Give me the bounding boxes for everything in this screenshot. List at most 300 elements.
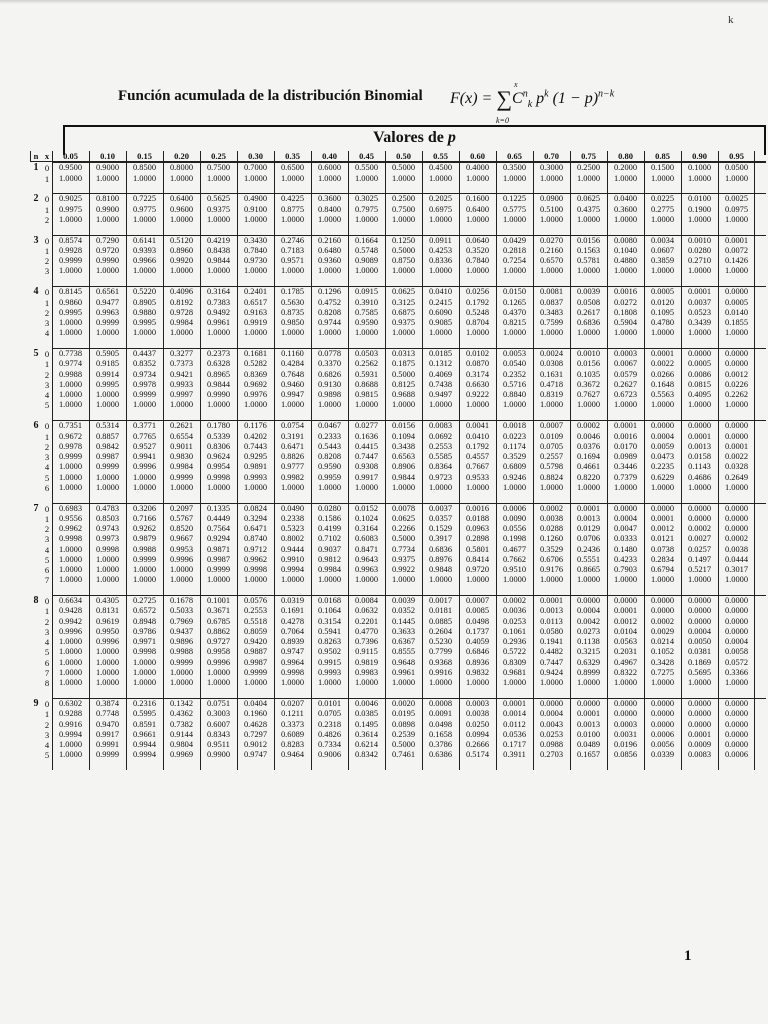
cell-value: 1.0000 (58, 565, 83, 575)
cell-value: 0.0000 (687, 616, 712, 626)
cell-value: 0.0000 (650, 699, 675, 709)
cell-value: 0.0223 (502, 431, 527, 441)
cell-value: 0.0214 (650, 637, 675, 647)
cell-value: 0.9643 (354, 554, 379, 564)
cell-value: 0.2097 (169, 503, 194, 513)
cell-value: 1.0000 (132, 667, 157, 677)
cell-value: 1.0000 (724, 575, 749, 585)
cell-value: 0.9917 (354, 472, 379, 482)
cell-value: 0.6846 (465, 647, 490, 657)
cell-value: 0.2553 (428, 441, 453, 451)
cell-value: 0.5767 (169, 513, 194, 523)
cell-value: 0.8352 (132, 359, 157, 369)
table-row (30, 442, 766, 452)
row-x-2: 2 (44, 719, 50, 730)
cell-value: 1.0000 (650, 214, 675, 224)
cell-value: 0.1160 (281, 349, 304, 359)
row-x-3: 3 (44, 266, 50, 277)
header-p-0.10: 0.10 (100, 151, 115, 161)
cell-value: 1.0000 (206, 575, 231, 585)
cell-value: 0.9470 (95, 719, 120, 729)
cell-value: 0.8336 (428, 256, 453, 266)
table-row (30, 473, 766, 483)
cell-value: 0.1941 (539, 637, 564, 647)
cell-value: 1.0000 (58, 266, 83, 276)
cell-value: 0.0181 (428, 606, 453, 616)
cell-value: 0.1691 (280, 606, 305, 616)
cell-value: 0.8319 (539, 390, 564, 400)
cell-value: 0.0001 (502, 699, 527, 709)
cell-value: 0.3483 (539, 307, 564, 317)
cell-value: 0.0410 (428, 287, 453, 297)
cell-value: 0.9910 (280, 554, 305, 564)
cell-value: 0.0994 (465, 729, 490, 739)
cell-value: 0.0207 (280, 699, 305, 709)
cell-value: 0.9983 (354, 667, 379, 677)
cell-value: 0.9723 (428, 472, 453, 482)
row-x-4: 4 (44, 544, 50, 555)
cell-value: 1.0000 (206, 266, 231, 276)
cell-value: 0.1678 (169, 596, 194, 606)
row-n-5: 5 (33, 349, 39, 360)
cell-value: 0.0003 (613, 349, 638, 359)
cell-value: 0.0705 (539, 441, 564, 451)
cell-value: 0.0000 (613, 596, 638, 606)
table-row (30, 668, 766, 678)
table-row (30, 514, 766, 524)
table-header-row (30, 151, 766, 161)
cell-value: 1.0000 (576, 173, 601, 183)
cell-value: 0.7627 (576, 390, 601, 400)
cell-value: 0.9672 (58, 431, 83, 441)
cell-value: 0.4415 (354, 441, 379, 451)
cell-value: 0.3520 (465, 245, 490, 255)
cell-value: 0.0001 (687, 287, 712, 297)
row-x-0: 0 (44, 503, 50, 514)
row-x-5: 5 (44, 647, 50, 658)
cell-value: 0.0898 (391, 719, 416, 729)
cell-value: 1.0000 (132, 657, 157, 667)
cell-value: 0.4225 (280, 194, 305, 204)
cell-value: 1.0000 (465, 482, 490, 492)
cell-value: 1.0000 (243, 482, 268, 492)
column-rule (570, 151, 571, 770)
cell-value: 0.9777 (280, 462, 305, 472)
cell-value: 0.0010 (576, 349, 601, 359)
cell-value: 1.0000 (650, 266, 675, 276)
cell-value: 0.3215 (576, 647, 601, 657)
cell-value: 0.9006 (317, 750, 342, 760)
sigma-symbol: ∑ (496, 86, 513, 111)
cell-value: 1.0000 (539, 173, 564, 183)
cell-value: 0.9995 (132, 318, 157, 328)
cell-value: 0.0001 (539, 596, 564, 606)
column-rule (754, 151, 755, 770)
cell-value: 0.9590 (354, 318, 379, 328)
cell-value: 0.9966 (132, 256, 157, 266)
cell-value: 0.7443 (243, 441, 268, 451)
cell-value: 0.7000 (243, 163, 268, 173)
cell-value: 1.0000 (354, 214, 379, 224)
cell-value: 1.0000 (539, 214, 564, 224)
cell-value: 0.7383 (206, 297, 231, 307)
cell-value: 1.0000 (132, 400, 157, 410)
cell-value: 0.0038 (724, 544, 749, 554)
cell-value: 0.6400 (465, 204, 490, 214)
cell-value: 0.3529 (502, 452, 527, 461)
cell-value: 0.0046 (354, 699, 379, 709)
cell-value: 0.0013 (576, 719, 601, 729)
column-rule (311, 151, 312, 770)
cell-value: 0.2160 (539, 245, 564, 255)
cell-value: 0.1312 (428, 359, 453, 369)
cell-value: 0.8400 (317, 204, 342, 214)
cell-value: 1.0000 (539, 266, 564, 276)
cell-value: 0.8306 (206, 441, 231, 451)
cell-value: 0.7275 (650, 667, 675, 677)
cell-value: 0.5500 (354, 163, 379, 173)
cell-value: 0.1808 (613, 307, 638, 317)
cell-value: 1.0000 (95, 173, 120, 183)
table-row (30, 524, 766, 534)
cell-value: 0.7447 (354, 452, 379, 461)
cell-value: 0.9984 (317, 565, 342, 575)
cell-value: 0.1176 (244, 421, 267, 431)
cell-value: 0.9600 (169, 204, 194, 214)
cell-value: 1.0000 (169, 214, 194, 224)
row-x-1: 1 (44, 204, 50, 215)
cell-value: 1.0000 (95, 678, 120, 688)
cell-value: 0.0000 (724, 431, 749, 441)
cell-value: 0.0778 (317, 349, 342, 359)
cell-value: 0.0751 (206, 699, 231, 709)
cell-value: 0.0572 (724, 657, 749, 667)
cell-value: 0.0357 (428, 513, 453, 523)
cell-value: 0.0005 (724, 297, 749, 307)
cell-value: 0.9037 (317, 544, 342, 554)
table-row (30, 678, 766, 688)
cell-value: 0.6367 (391, 637, 416, 647)
cell-value: 0.5217 (687, 565, 712, 575)
cell-value: 0.1900 (687, 204, 712, 214)
cell-value: 0.3911 (503, 750, 526, 760)
cell-value: 1.0000 (280, 328, 305, 338)
cell-value: 0.0085 (465, 606, 490, 616)
cell-value: 1.0000 (58, 462, 83, 472)
cell-value: 1.0000 (132, 214, 157, 224)
cell-value: 0.5339 (206, 431, 231, 441)
cell-value: 0.5781 (576, 256, 601, 266)
cell-value: 0.1296 (317, 287, 342, 297)
cell-value: 0.0005 (687, 359, 712, 369)
cell-value: 0.0000 (724, 503, 749, 513)
cell-value: 0.4219 (206, 235, 231, 245)
cell-value: 0.9996 (206, 657, 231, 667)
cell-value: 0.5716 (502, 379, 527, 389)
cell-value: 0.0012 (650, 524, 675, 534)
cell-value: 0.0000 (724, 524, 749, 534)
cell-value: 1.0000 (613, 173, 638, 183)
cell-value: 0.8857 (95, 431, 120, 441)
cell-value: 0.4059 (465, 637, 490, 647)
cell-value: 1.0000 (354, 575, 379, 585)
cell-value: 0.9988 (132, 544, 157, 554)
cell-value: 0.1061 (502, 626, 527, 636)
cell-value: 0.9971 (132, 637, 157, 647)
cell-value: 0.9999 (243, 667, 268, 677)
cell-value: 0.0640 (465, 235, 490, 245)
cell-value: 0.8059 (243, 626, 268, 636)
table-row (30, 421, 766, 431)
cell-value: 0.9734 (132, 369, 157, 379)
cell-value: 0.9978 (58, 441, 83, 451)
cell-value: 1.0000 (58, 400, 83, 410)
cell-value: 0.9871 (206, 544, 231, 554)
cell-value: 0.0013 (687, 441, 712, 451)
cell-value: 0.7975 (354, 204, 379, 214)
table-row (30, 720, 766, 730)
cell-value: 1.0000 (724, 678, 749, 688)
cell-value: 0.0975 (724, 204, 749, 214)
cell-value: 1.0000 (576, 400, 601, 410)
cell-value: 0.5220 (132, 287, 157, 297)
cell-value: 0.0102 (465, 349, 490, 359)
cell-value: 1.0000 (576, 214, 601, 224)
cell-value: 0.9163 (243, 307, 268, 317)
cell-value: 0.2031 (613, 647, 638, 657)
cell-value: 1.0000 (576, 678, 601, 688)
table-row (30, 328, 766, 338)
cell-value: 1.0000 (317, 575, 342, 585)
cell-value: 0.7903 (613, 565, 638, 575)
page-number: 1 (684, 948, 692, 964)
row-x-5: 5 (44, 554, 50, 565)
cell-value: 0.5248 (465, 307, 490, 317)
cell-value: 0.6083 (354, 534, 379, 544)
cell-value: 0.4718 (539, 379, 564, 389)
row-x-0: 0 (44, 596, 50, 607)
cell-value: 0.0328 (724, 462, 749, 472)
cell-value: 0.8342 (354, 750, 379, 760)
cell-value: 0.4253 (428, 245, 453, 255)
cell-value: 0.7447 (539, 657, 564, 667)
cell-value: 0.8125 (391, 379, 416, 389)
row-n-2: 2 (33, 194, 39, 205)
cell-value: 0.2500 (391, 194, 416, 204)
cell-value: 0.1445 (391, 616, 416, 626)
cell-value: 0.6563 (391, 452, 416, 461)
cell-value: 0.5000 (391, 369, 416, 379)
table-row (30, 400, 766, 410)
cell-value: 0.0266 (650, 369, 675, 379)
header-p-0.75: 0.75 (581, 151, 596, 161)
cell-value: 1.0000 (280, 678, 305, 688)
cell-value: 0.9915 (317, 657, 342, 667)
cell-value: 0.9246 (502, 472, 527, 482)
cell-value: 0.9832 (465, 667, 490, 677)
cell-value: 0.3671 (206, 606, 231, 616)
cell-value: 1.0000 (95, 554, 120, 564)
cell-value: 0.9898 (317, 390, 342, 400)
cell-value: 1.0000 (243, 173, 268, 183)
cell-value: 0.0002 (539, 503, 564, 513)
cell-value: 0.2725 (132, 596, 157, 606)
cell-value: 0.9976 (243, 390, 268, 400)
cell-value: 0.0815 (687, 379, 712, 389)
cell-value: 0.4770 (354, 626, 379, 636)
cell-value: 0.9984 (169, 462, 194, 472)
cell-value: 0.9176 (539, 565, 564, 575)
cell-value: 1.0000 (428, 173, 453, 183)
cell-value: 0.6983 (58, 503, 83, 513)
cell-value: 0.1780 (206, 421, 231, 431)
cell-value: 0.0489 (576, 740, 601, 750)
cell-value: 0.0029 (650, 626, 675, 636)
cell-value: 0.7379 (613, 472, 638, 482)
cell-value: 0.0043 (539, 719, 564, 729)
cell-value: 0.0038 (465, 709, 490, 719)
cell-value: 0.0034 (650, 235, 675, 245)
cell-value: 0.9999 (206, 565, 231, 575)
cell-value: 0.0001 (687, 729, 712, 739)
cell-value: 0.8688 (354, 379, 379, 389)
cell-value: 0.9987 (243, 657, 268, 667)
cell-value: 1.0000 (576, 328, 601, 338)
cell-value: 0.9969 (169, 750, 194, 760)
table-row (30, 370, 766, 380)
cell-value: 0.8500 (132, 163, 157, 173)
cell-value: 0.9996 (132, 462, 157, 472)
cell-value: 0.9497 (428, 390, 453, 400)
cell-value: 0.9958 (206, 647, 231, 657)
cell-value: 0.0014 (502, 709, 527, 719)
cell-value: 1.0000 (354, 173, 379, 183)
cell-value: 0.8574 (58, 235, 83, 245)
row-x-0: 0 (44, 699, 50, 710)
cell-value: 1.0000 (465, 173, 490, 183)
cell-value: 1.0000 (206, 400, 231, 410)
corner-mark: k (728, 14, 734, 26)
cell-value: 0.0090 (502, 513, 527, 523)
cell-value: 1.0000 (391, 400, 416, 410)
cell-value: 0.0002 (650, 616, 675, 626)
cell-value: 0.9994 (58, 729, 83, 739)
cell-value: 0.9590 (317, 462, 342, 472)
cell-value: 1.0000 (58, 173, 83, 183)
cell-value: 0.0120 (650, 297, 675, 307)
cell-value: 1.0000 (132, 575, 157, 585)
sum-upper-limit: x (514, 80, 518, 89)
column-rule (496, 151, 497, 770)
cell-value: 0.6785 (206, 616, 231, 626)
cell-value: 1.0000 (687, 328, 712, 338)
cell-value: 0.0498 (465, 616, 490, 626)
cell-value: 0.2834 (650, 554, 675, 564)
cell-value: 0.2710 (687, 256, 712, 266)
cell-value: 0.9850 (280, 318, 305, 328)
cell-value: 0.9743 (95, 524, 120, 534)
row-x-1: 1 (44, 606, 50, 617)
cell-value: 1.0000 (687, 266, 712, 276)
cell-value: 0.0109 (539, 431, 564, 441)
cell-value: 0.0000 (724, 513, 749, 523)
column-rule (200, 151, 201, 770)
formula-rest-exp: n−k (598, 88, 615, 100)
cell-value: 1.0000 (95, 472, 120, 482)
cell-value: 0.9914 (95, 369, 120, 379)
cell-value: 1.0000 (465, 400, 490, 410)
cell-value: 0.1094 (391, 431, 416, 441)
cell-value: 1.0000 (169, 678, 194, 688)
cell-value: 0.3174 (465, 369, 490, 379)
cell-value: 0.0004 (687, 626, 712, 636)
cell-value: 0.9994 (132, 750, 157, 760)
cell-value: 0.1648 (650, 379, 675, 389)
row-x-2: 2 (44, 616, 50, 627)
cell-value: 0.9477 (95, 297, 120, 307)
cell-value: 0.9812 (317, 554, 342, 564)
row-x-4: 4 (44, 462, 50, 473)
cell-value: 0.8939 (280, 637, 305, 647)
cell-value: 0.0000 (576, 596, 601, 606)
row-x-0: 0 (44, 194, 50, 205)
row-x-3: 3 (44, 452, 50, 462)
cell-value: 0.0253 (502, 616, 527, 626)
cell-value: 0.0104 (613, 626, 638, 636)
cell-value: 0.3438 (391, 441, 416, 451)
cell-value: 1.0000 (280, 400, 305, 410)
cell-value: 0.7183 (280, 245, 305, 255)
table-row (30, 205, 766, 215)
cell-value: 1.0000 (428, 678, 453, 688)
cell-value: 0.1495 (354, 719, 379, 729)
cell-value: 0.5563 (650, 390, 675, 400)
cell-value: 0.9962 (58, 524, 83, 534)
cell-value: 0.1095 (650, 307, 675, 317)
cell-value: 0.9963 (95, 307, 120, 317)
table-row (30, 627, 766, 637)
cell-value: 0.4233 (613, 554, 638, 564)
cell-value: 0.7585 (354, 307, 379, 317)
cell-value: 0.0313 (391, 349, 416, 359)
cell-value: 0.4482 (539, 647, 564, 657)
cell-value: 0.7461 (391, 750, 416, 760)
cell-value: 0.9747 (243, 750, 268, 760)
cell-value: 1.0000 (391, 678, 416, 688)
cell-value: 1.0000 (58, 379, 83, 389)
cell-value: 1.0000 (132, 565, 157, 575)
cell-value: 0.1855 (724, 318, 749, 328)
cell-value: 0.3370 (317, 359, 342, 369)
cell-value: 1.0000 (539, 328, 564, 338)
cell-value: 0.9288 (58, 709, 83, 719)
cell-value: 0.4437 (132, 349, 157, 359)
row-x-2: 2 (44, 307, 50, 318)
cell-value: 0.0625 (391, 287, 416, 297)
cell-value: 0.9527 (132, 441, 157, 451)
row-x-0: 0 (44, 287, 50, 298)
cell-value: 0.2936 (502, 637, 527, 647)
cell-value: 0.2316 (132, 699, 157, 709)
cell-value: 0.0007 (465, 596, 490, 606)
cell-value: 0.8704 (465, 318, 490, 328)
table-row (30, 432, 766, 442)
cell-value: 0.0273 (576, 626, 601, 636)
row-x-0: 0 (44, 235, 50, 246)
cell-value: 1.0000 (613, 328, 638, 338)
cell-value: 0.3910 (354, 297, 379, 307)
cell-value: 0.0006 (502, 503, 527, 513)
